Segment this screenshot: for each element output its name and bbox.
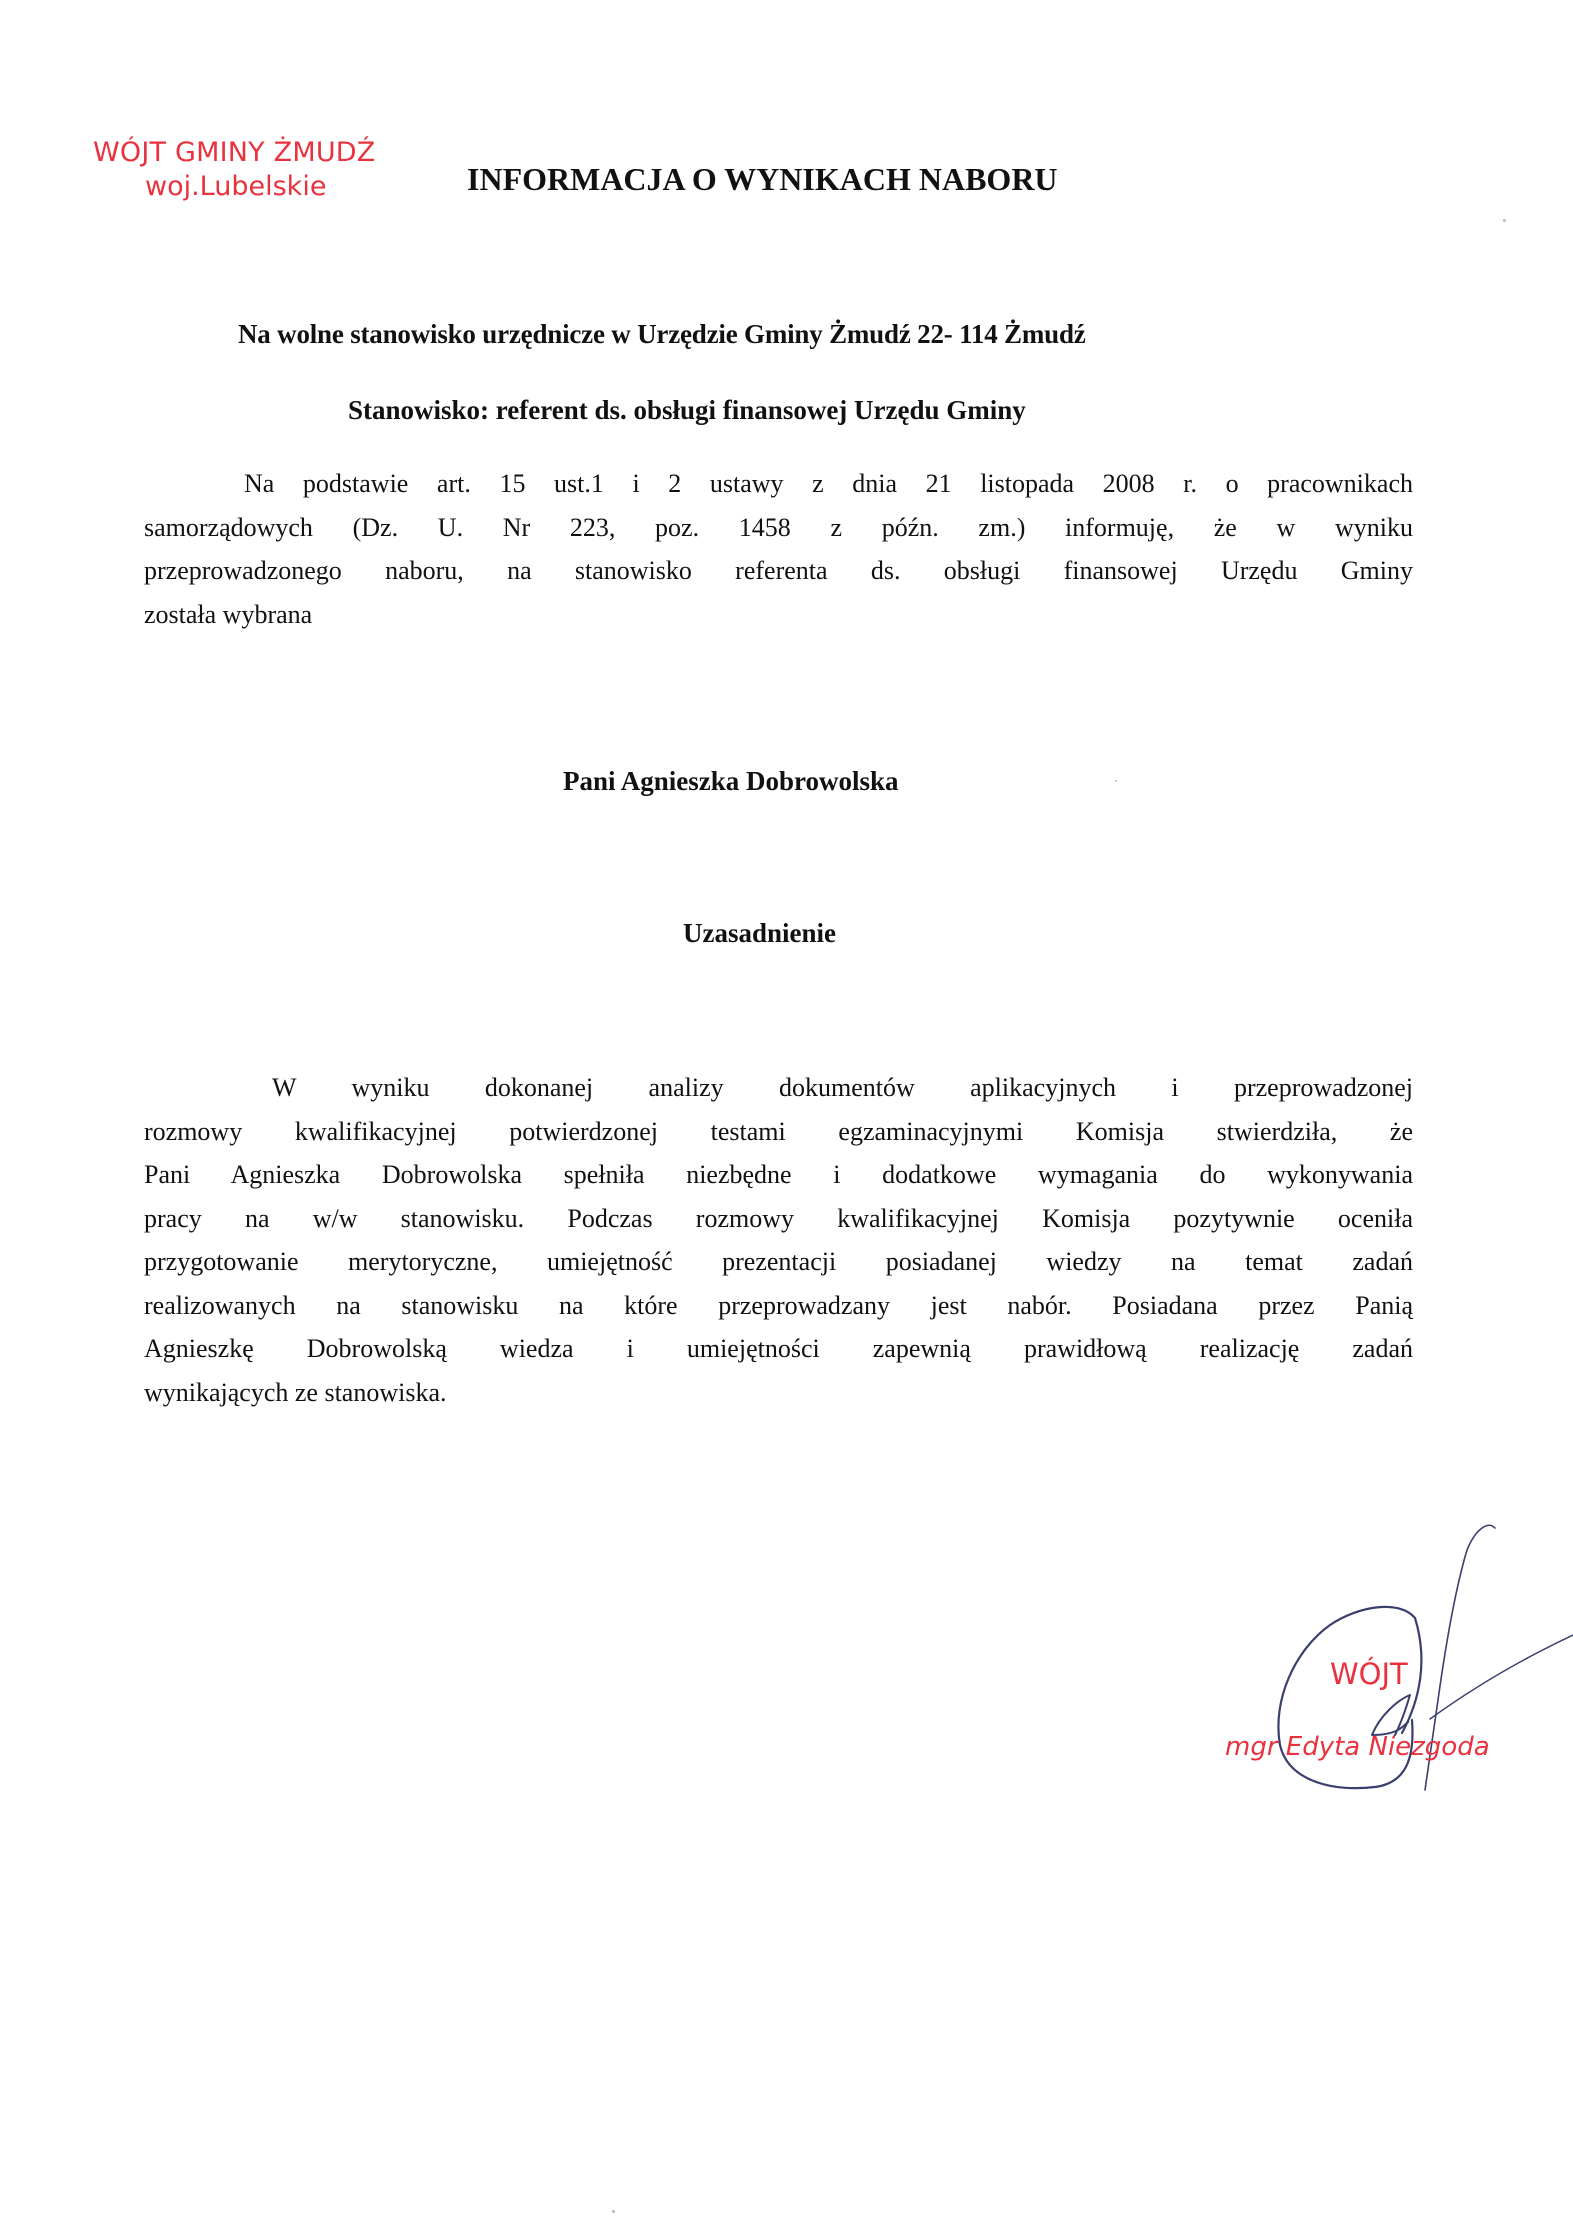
paragraph-line: wynikających ze stanowiska.	[144, 1377, 447, 1407]
justification-heading: Uzasadnienie	[683, 918, 837, 948]
scan-speck	[612, 2210, 615, 2213]
header-stamp-office: WÓJT GMINY ŻMUDŹ	[93, 137, 376, 168]
paragraph-line: W wyniku dokonanej analizy dokumentów aplikacyjnych i przeprowadzonej	[272, 1073, 1413, 1102]
paragraph-line: pracy na w/w stanowisku. Podczas rozmowy kwalifikacyjnej Komisja pozytywnie oceniła	[144, 1203, 1413, 1233]
paragraph-line: rozmowy kwalifikacyjnej potwierdzonej testami egzaminacyjnymi Komisja stwierdziła, że	[144, 1116, 1413, 1146]
legal-basis-paragraph	[144, 462, 1413, 636]
paragraph-line: Agnieszkę Dobrowolską wiedza i umiejętności zapewnią prawidłową realizację zadań	[144, 1334, 1413, 1363]
paragraph-line: została wybrana	[144, 599, 313, 629]
selected-candidate-name: Pani Agnieszka Dobrowolska	[563, 766, 899, 796]
paragraph-line: przeprowadzonego naboru, na stanowisko referenta ds. obsługi finansowej Urzędu Gminy	[144, 556, 1413, 585]
header-stamp-region: woj.Lubelskie	[145, 171, 327, 202]
scan-speck	[1503, 219, 1506, 222]
paragraph-line: realizowanych na stanowisku na które przeprowadzany jest nabór. Posiadana przez Panią	[144, 1290, 1413, 1320]
signature-stamp-title: WÓJT	[1330, 1657, 1408, 1691]
position-name: Stanowisko: referent ds. obsługi finansowej Urzędu Gminy	[348, 395, 1026, 425]
justification-paragraph	[144, 1066, 1413, 1414]
signature-stamp-name: mgr Edyta Niezgoda	[1225, 1732, 1490, 1762]
paragraph-line: Na podstawie art. 15 ust.1 i 2 ustawy z dnia 21 listopada 2008 r. o pracownikach	[244, 469, 1413, 498]
paragraph-line: przygotowanie merytoryczne, umiejętność prezentacji posiadanej wiedzy na temat zadań	[144, 1247, 1413, 1276]
document-title: INFORMACJA O WYNIKACH NABORU	[467, 161, 1058, 197]
paragraph-line: samorządowych (Dz. U. Nr 223, poz. 1458 z późn. zm.) informuję, że w wyniku	[144, 512, 1413, 542]
paragraph-line: Pani Agnieszka Dobrowolska spełniła niezbędne i dodatkowe wymagania do wykonywania	[144, 1160, 1413, 1189]
scan-speck	[1115, 780, 1117, 782]
position-announcement: Na wolne stanowisko urzędnicze w Urzędzie Gminy Żmudź 22- 114 Żmudź	[238, 319, 1086, 349]
